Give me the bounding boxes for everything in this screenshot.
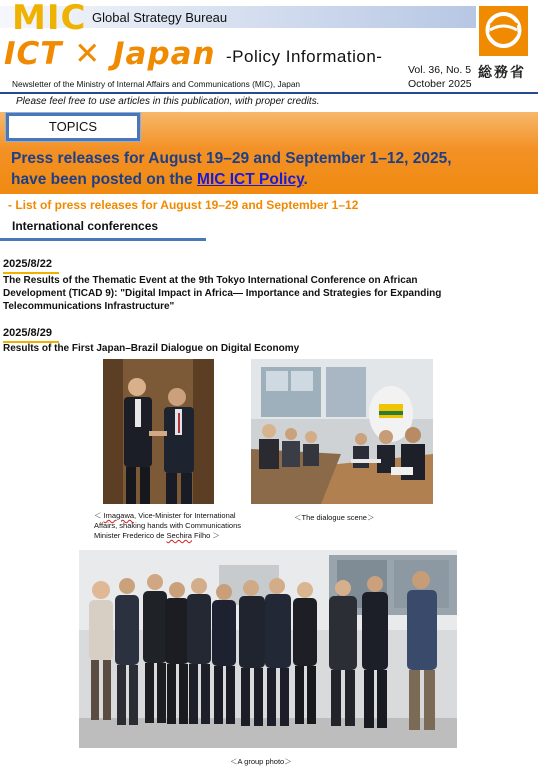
publication-subtitle: -Policy Information- (226, 47, 383, 66)
bureau-name: Global Strategy Bureau (92, 10, 228, 25)
caption-part: ＜ (94, 511, 104, 520)
article-date: 2025/8/22 (3, 258, 52, 270)
group-caption: ＜A group photo＞ (230, 757, 292, 766)
section-rule (0, 238, 206, 241)
mic-logo-icon (479, 6, 528, 56)
headline-line2: have been posted on the (11, 171, 198, 188)
caption-part: , Vice-Minister for International Affairs, shaking hands with Communications Minister Frederico de (94, 511, 242, 540)
issue-info (408, 63, 472, 91)
publication-title: ICT ✕ Japan (4, 36, 216, 72)
ministry-kanji: 総務省 (478, 65, 526, 81)
topics-headline (11, 148, 531, 190)
newsletter-description: Newsletter of the Ministry of Internal Affairs and Communications (MIC), Japan (12, 79, 301, 89)
handshake-caption (94, 511, 254, 541)
dialogue-photo (251, 359, 433, 504)
dialogue-caption: ＜The dialogue scene＞ (294, 513, 375, 522)
handshake-photo (103, 359, 214, 504)
caption-name: Sechira (166, 531, 192, 540)
headline-period: . (303, 171, 308, 188)
mic-wordmark: MIC (12, 0, 87, 38)
article-date: 2025/8/29 (3, 327, 52, 339)
credit-note: Please feel free to use articles in this publication, with proper credits. (16, 96, 320, 107)
headline-line1: Press releases for August 19–29 and September 1–12, 2025, (11, 150, 452, 167)
topics-label: TOPICS (48, 119, 98, 134)
topics-box (6, 113, 140, 141)
group-photo (79, 550, 457, 748)
article-title-ticad[interactable]: The Results of the Thematic Event at the 9th Tokyo International Conference on African Development (TICAD 9): "Digital Impact in Africa— Importance and Strategies for Expanding Telecommunications Infrastructure" (3, 275, 442, 312)
mic-ict-policy-link[interactable]: MIC ICT Policy (197, 171, 304, 188)
volume-number: Vol. 36, No. 5 (408, 64, 472, 76)
caption-name: Imagawa (103, 511, 135, 520)
section-title: International conferences (12, 219, 159, 233)
caption-part: Filho ＞ (191, 531, 220, 540)
header-divider (0, 92, 538, 94)
issue-date: October 2025 (408, 78, 472, 90)
article-title-brazil[interactable]: Results of the First Japan–Brazil Dialogue on Digital Economy (3, 343, 300, 354)
press-release-list-link[interactable]: - List of press releases for August 19–29 and September 1–12 (8, 198, 359, 212)
